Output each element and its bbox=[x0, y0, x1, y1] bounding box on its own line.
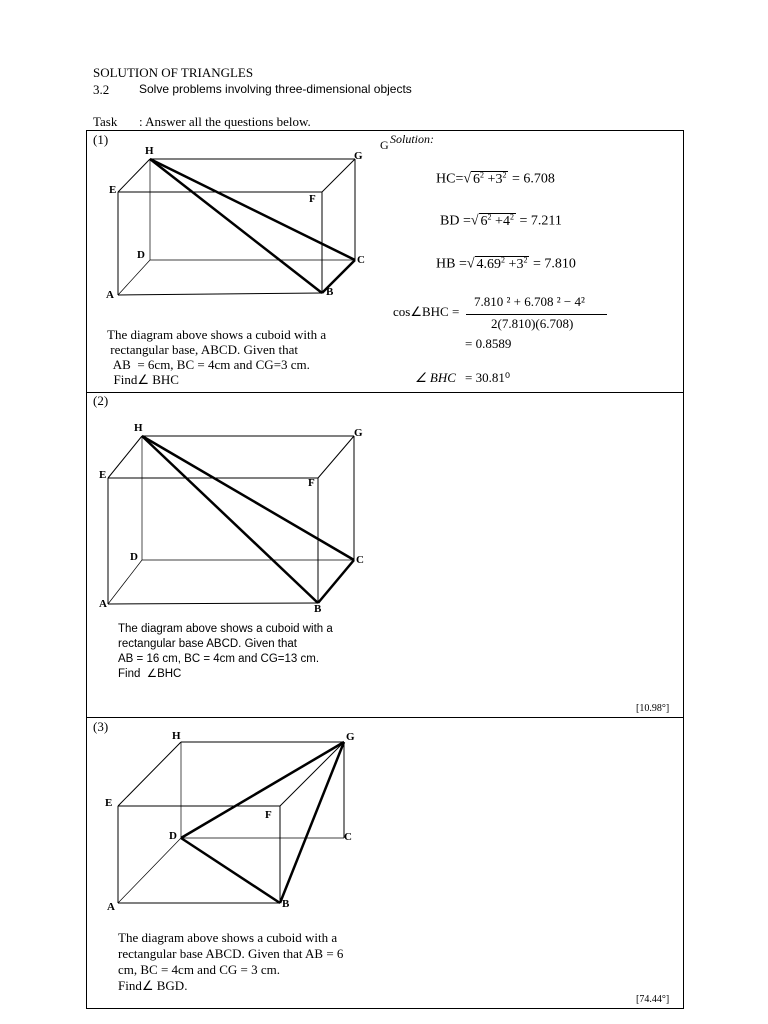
hb-lhs: HB = bbox=[436, 256, 467, 272]
q1-label-c: C bbox=[357, 254, 365, 266]
hc-term-a: 6 bbox=[473, 171, 481, 187]
q1-label-b: B bbox=[326, 286, 334, 298]
hb-term-a: 4.69 bbox=[476, 256, 502, 272]
page-title: SOLUTION OF TRIANGLES bbox=[93, 65, 254, 80]
q2-cuboid-diagram bbox=[108, 436, 354, 604]
q3-label-a: A bbox=[107, 901, 115, 913]
q3-cuboid-diagram bbox=[118, 742, 344, 903]
bd-term-a: 6 bbox=[480, 213, 488, 229]
q3-description-line: The diagram above shows a cuboid with a bbox=[118, 930, 338, 945]
hc-equation: HC=√ $6^2 +3^2 = 6.708$ bbox=[436, 170, 555, 187]
section-text: Solve problems involving three-dimensional objects bbox=[139, 82, 412, 96]
q3-label-g: G bbox=[346, 731, 355, 743]
q1-label-h: H bbox=[145, 145, 154, 157]
q1-label-d: D bbox=[137, 249, 145, 261]
hb-result: = 7.810 bbox=[532, 256, 576, 272]
hb-term-b: 3 bbox=[516, 256, 524, 272]
q2-description bbox=[118, 622, 333, 682]
q2-label-g: G bbox=[354, 427, 363, 439]
angle-value: = 30.81⁰ bbox=[465, 370, 511, 385]
hc-lhs: HC= bbox=[436, 171, 464, 187]
q3-label-b: B bbox=[282, 898, 290, 910]
q1-description-line: AB = 6cm, BC = 4cm and CG=3 cm. bbox=[107, 357, 310, 372]
q1-label-e: E bbox=[109, 184, 117, 196]
q2-description-line: rectangular base ABCD. Given that bbox=[118, 638, 297, 650]
fraction-bar bbox=[466, 314, 607, 315]
bd-result: = 7.211 bbox=[519, 213, 562, 229]
q1-line-hc bbox=[150, 159, 355, 260]
q2-label-e: E bbox=[99, 469, 107, 481]
hb-equation: HB =√ $4.69^2 +3^2 = 7.810$ bbox=[436, 255, 576, 272]
q3-label-e: E bbox=[105, 797, 113, 809]
q1-cuboid-diagram bbox=[118, 159, 355, 295]
q1-stray-g: G bbox=[380, 138, 389, 152]
q3-answer: [74.44°] bbox=[636, 994, 670, 1005]
q2-label-c: C bbox=[356, 554, 364, 566]
q2-line-bc bbox=[318, 560, 354, 603]
bd-equation: BD =√ $6^2 +4^2 = 7.211$ bbox=[440, 212, 562, 229]
q3-description bbox=[118, 930, 343, 994]
q3-line-db bbox=[181, 838, 280, 903]
q1-description bbox=[107, 327, 326, 387]
q2-answer: [10.98°] bbox=[636, 703, 670, 714]
task-label: Task bbox=[93, 114, 118, 129]
bd-lhs: BD = bbox=[440, 213, 471, 229]
q3-label-d: D bbox=[169, 830, 177, 842]
angle-lhs: ∠ BHC bbox=[415, 370, 456, 385]
q3-description-line: cm, BC = 4cm and CG = 3 cm. bbox=[118, 962, 280, 977]
cos-value: = 0.8589 bbox=[465, 336, 512, 351]
q2-description-line: AB = 16 cm, BC = 4cm and CG=13 cm. bbox=[118, 653, 320, 665]
q2-description-line: Find ∠BHC bbox=[118, 668, 182, 680]
q2-description-line: The diagram above shows a cuboid with a bbox=[118, 623, 333, 635]
q1-label-a: A bbox=[106, 289, 114, 301]
q2-label-d: D bbox=[130, 551, 138, 563]
q2-label-a: A bbox=[99, 598, 107, 610]
q1-line-hb bbox=[150, 159, 322, 293]
hc-term-b: 3 bbox=[495, 171, 503, 187]
solution-label: Solution: bbox=[390, 132, 434, 146]
q3-label-c: C bbox=[344, 831, 352, 843]
q2-label-b: B bbox=[314, 603, 322, 615]
q2-line-hc bbox=[142, 436, 354, 560]
q3-description-line: rectangular base ABCD. Given that AB = 6 bbox=[118, 946, 344, 961]
question-1-number: (1) bbox=[93, 132, 109, 147]
q1-label-f: F bbox=[309, 193, 316, 205]
q2-label-h: H bbox=[134, 422, 143, 434]
bd-term-b: 4 bbox=[502, 213, 510, 229]
q2-line-hb bbox=[142, 436, 318, 603]
cos-denominator: 2(7.810)(6.708) bbox=[491, 316, 574, 331]
task-instruction: : Answer all the questions below. bbox=[139, 114, 311, 129]
question-3-number: (3) bbox=[93, 719, 109, 734]
q1-description-line: The diagram above shows a cuboid with a bbox=[107, 327, 327, 342]
question-2-number: (2) bbox=[93, 393, 109, 408]
q3-label-h: H bbox=[172, 730, 181, 742]
section-number: 3.2 bbox=[93, 82, 110, 97]
q1-label-g: G bbox=[354, 150, 363, 162]
hc-result: = 6.708 bbox=[511, 171, 555, 187]
q1-description-line: Find∠ BHC bbox=[107, 372, 179, 387]
q3-label-f: F bbox=[265, 809, 272, 821]
q3-line-gb bbox=[280, 742, 344, 903]
q3-line-gd bbox=[181, 742, 344, 838]
cos-numerator: 7.810 ² + 6.708 ² − 4² bbox=[474, 294, 585, 309]
q2-label-f: F bbox=[308, 477, 315, 489]
q1-description-line: rectangular base, ABCD. Given that bbox=[107, 342, 298, 357]
cos-lhs: cos∠BHC = bbox=[393, 304, 460, 319]
q3-description-line: Find∠ BGD. bbox=[118, 978, 188, 993]
